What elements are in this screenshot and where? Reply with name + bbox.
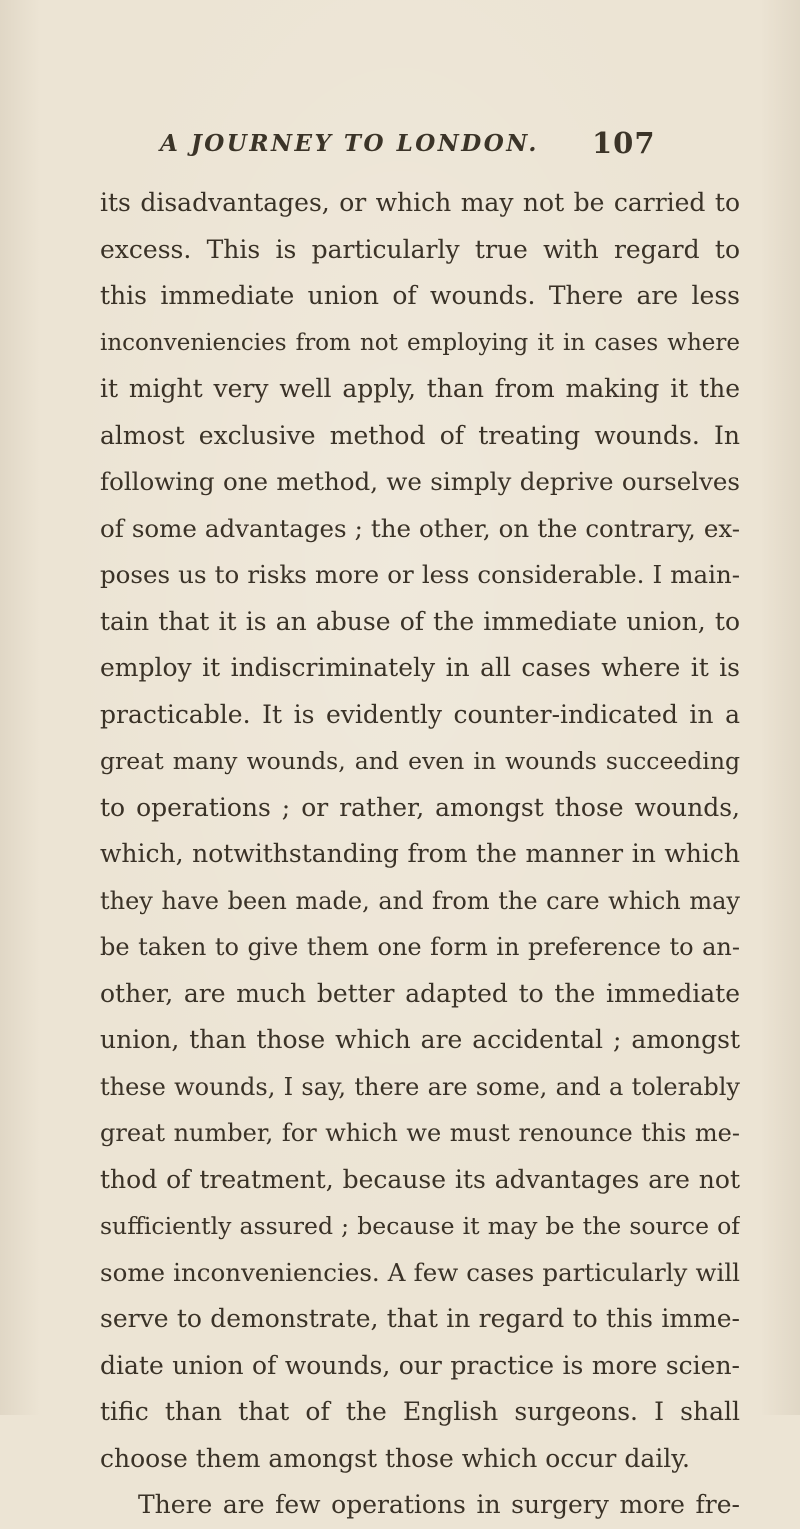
text-line: this immediate union of wounds. There are less — [100, 281, 740, 310]
running-title: A JOURNEY TO LONDON. — [160, 130, 539, 157]
text-line: serve to demonstrate, that in regard to this imme- — [100, 1304, 740, 1333]
body-text — [100, 180, 740, 1529]
text-line: employ it indiscriminately in all cases where it is — [100, 653, 740, 682]
text-line: other, are much better adapted to the immediate — [100, 978, 740, 1008]
text-line: of some advantages ; the other, on the contrary, ex- — [100, 513, 740, 543]
text-line: to operations ; or rather, amongst those wounds, — [100, 792, 740, 822]
running-head — [0, 116, 800, 166]
text-line: thod of treatment, because its advantages are not — [100, 1164, 740, 1194]
text-line: following one method, we simply deprive ourselves — [100, 467, 740, 496]
text-line: great many wounds, and even in wounds succeeding — [100, 747, 740, 775]
text-line: sufficiently assured ; because it may be the source of — [100, 1212, 740, 1240]
page-number: 107 — [592, 126, 656, 160]
text-line: diate union of wounds, our practice is more scien- — [100, 1350, 740, 1380]
text-line: inconveniencies from not employing it in cases where — [100, 329, 740, 356]
text-line: be taken to give them one form in preference to an- — [100, 933, 740, 961]
paragraph-start-line: There are few operations in surgery more fre- — [138, 1490, 740, 1519]
text-line: these wounds, I say, there are some, and a tolerably — [100, 1072, 740, 1101]
text-line: great number, for which we must renounce this me- — [100, 1119, 740, 1147]
text-line: practicable. It is evidently counter-indicated in a — [100, 699, 740, 729]
text-line: almost exclusive method of treating wounds. In — [100, 420, 740, 450]
text-line: which, notwithstanding from the manner in which — [100, 839, 740, 868]
text-line: it might very well apply, than from making it the — [100, 374, 740, 403]
text-line: poses us to risks more or less considerable. I main- — [100, 560, 740, 589]
text-line: they have been made, and from the care which may — [100, 886, 740, 915]
text-line: tain that it is an abuse of the immediate union, to — [100, 606, 740, 636]
text-line: its disadvantages, or which may not be carried to — [100, 188, 740, 217]
text-line: tific than that of the English surgeons. I shall — [100, 1397, 740, 1426]
paragraph-end-line: choose them amongst those which occur daily. — [100, 1443, 690, 1473]
text-line: excess. This is particularly true with regard to — [100, 234, 740, 264]
text-line: some inconveniencies. A few cases particularly will — [100, 1257, 740, 1287]
text-line: union, than those which are accidental ; amongst — [100, 1025, 740, 1054]
